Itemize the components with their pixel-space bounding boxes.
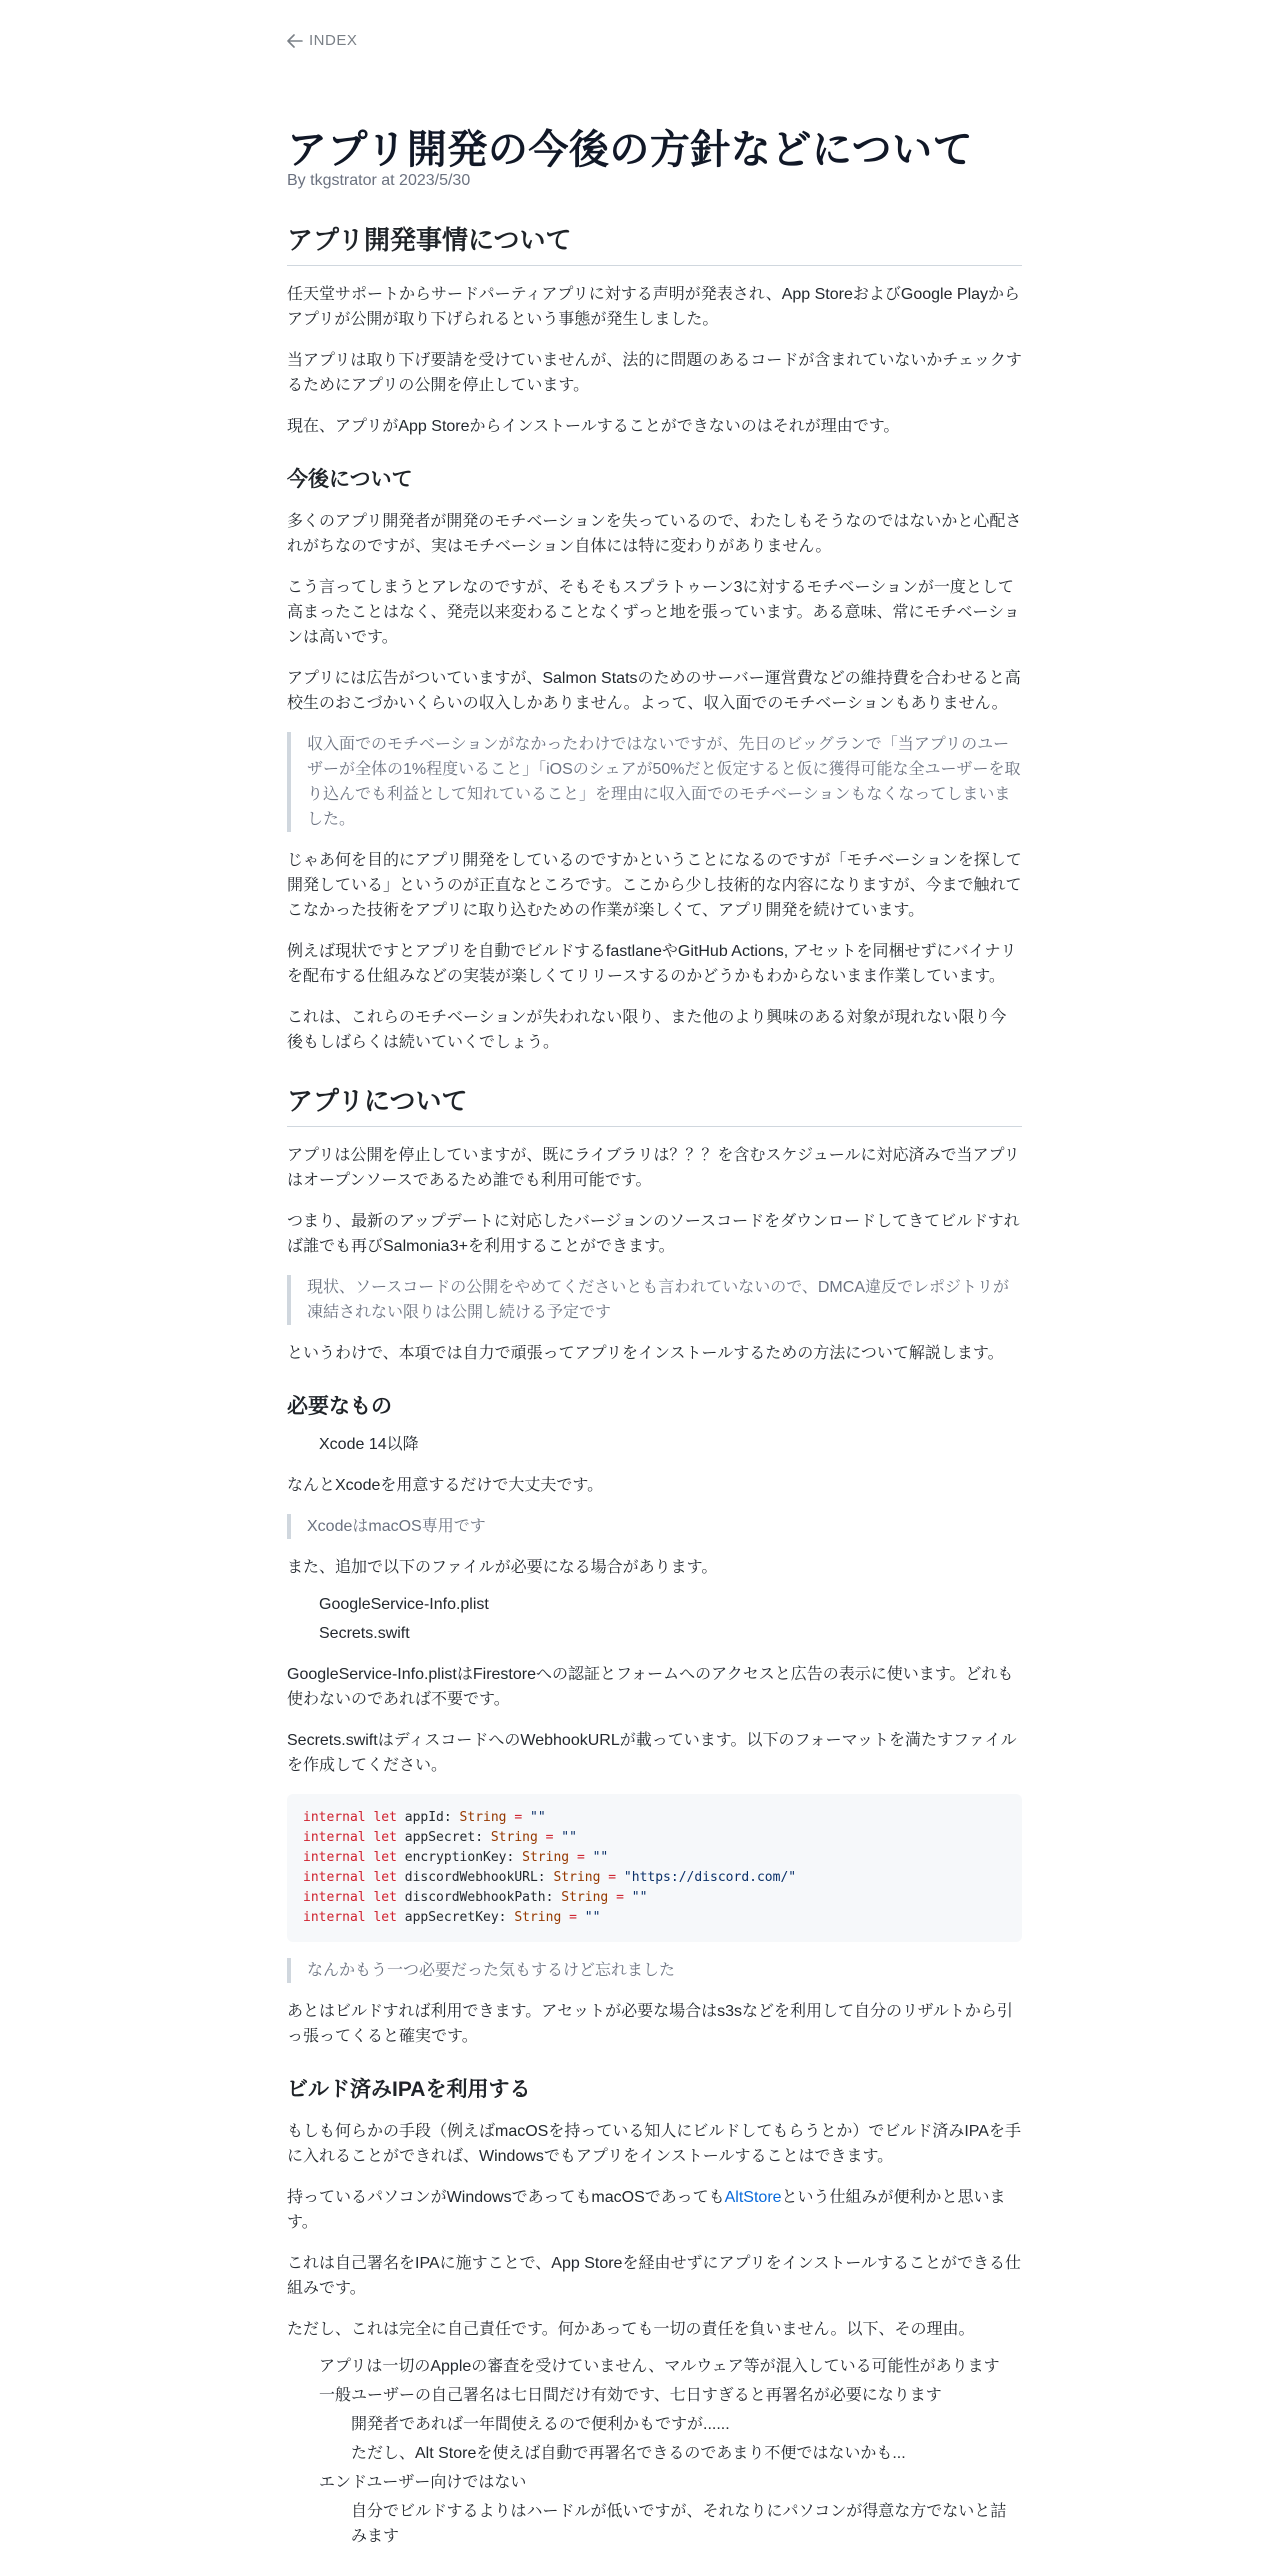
subsection-heading: 今後について	[287, 468, 413, 491]
paragraph: アプリには広告がついていますが、Salmon Statsのためのサーバー運営費などの維持費を合わせると高校生のおこづかいくらいの収入しかありません。よって、収入面でのモチベーションもありません。	[287, 670, 1021, 712]
list-item: Secrets.swift	[319, 1625, 410, 1642]
section-heading: アプリについて	[287, 1081, 1022, 1127]
paragraph: 例えば現状ですとアプリを自動でビルドするfastlaneやGitHub Actions, アセットを同梱せずにバイナリを配布する仕組みなどの実装が楽しくてリリースするのかどうかもわからないまま作業しています。	[287, 943, 1017, 985]
paragraph: アプリは公開を停止していますが、既にライブラリは？？？を含むスケジュールに対応済みで当アプリはオープンソースであるため誰でも利用可能です。	[287, 1147, 1020, 1189]
paragraph: これは、これらのモチベーションが失われない限り、また他のより興味のある対象が現れない限り今後もしばらくは続いていくでしょう。	[287, 1009, 1007, 1051]
paragraph: 現在、アプリがApp Storeからインストールすることができないのはそれが理由です。	[287, 418, 900, 435]
page-title: アプリ開発の今後の方針などについて	[287, 128, 974, 172]
article-body	[287, 220, 1022, 2549]
code-line: internal let appSecretKey: String = ""	[303, 1910, 601, 1925]
paragraph: 持っているパソコンがWindowsであってもmacOSであってもAltStoreという仕組みが便利かと思います。	[287, 2189, 1006, 2231]
paragraph: というわけで、本項では自力で頑張ってアプリをインストールするための方法について解説します。	[287, 1345, 1004, 1362]
paragraph: 任天堂サポートからサードパーティアプリに対する声明が発表され、App StoreおよびGoogle Playからアプリが公開が取り下げられるという事態が発生しました。	[287, 286, 1021, 328]
code-line: internal let appId: String = ""	[303, 1810, 546, 1825]
sub-list-item: ただし、Alt Storeを使えば自動で再署名できるのであまり不便ではないかも...	[351, 2445, 906, 2462]
blockquote: 収入面でのモチベーションがなかったわけではないですが、先日のビッグランで「当アプリのユーザーが全体の1%程度いること」「iOSのシェアが50%だと仮定すると仮に獲得可能な全ユーザーを取り込んでも利益として知れていること」を理由に収入面でのモチベーションもなくなってしまいました。	[287, 732, 1022, 832]
paragraph: ただし、これは完全に自己責任です。何かあっても一切の責任を負いません。以下、その理由。	[287, 2321, 975, 2338]
paragraph: こう言ってしまうとアレなのですが、そもそもスプラトゥーン3に対するモチベーションが一度として高まったことはなく、発売以来変わることなくずっと地を張っています。ある意味、常にモチベーションは高いです。	[287, 579, 1020, 646]
sub-list-item: 自分でビルドするよりはハードルが低いですが、それなりにパソコンが得意な方でないと詰みます	[351, 2503, 1007, 2545]
blockquote: XcodeはmacOS専用です	[287, 1514, 1022, 1539]
code-line: internal let discordWebhookPath: String = ""	[303, 1890, 648, 1905]
paragraph: 当アプリは取り下げ要請を受けていませんが、法的に問題のあるコードが含まれていないかチェックするためにアプリの公開を停止しています。	[287, 352, 1022, 394]
paragraph: つまり、最新のアップデートに対応したバージョンのソースコードをダウンロードしてきてビルドすれば誰でも再びSalmonia3+を利用することができます。	[287, 1213, 1020, 1255]
back-label: INDEX	[309, 32, 358, 49]
paragraph: 多くのアプリ開発者が開発のモチベーションを失っているので、わたしもそうなのではないかと心配されがちなのですが、実はモチベーション自体には特に変わりがありません。	[287, 513, 1022, 555]
subsection-heading: ビルド済みIPAを利用する	[287, 2078, 531, 2101]
list-item: GoogleService-Info.plist	[319, 1596, 489, 1613]
subsection-heading: 必要なもの	[287, 1395, 392, 1418]
code-line: internal let encryptionKey: String = ""	[303, 1850, 609, 1865]
code-block	[287, 1794, 1022, 1942]
section-heading: アプリ開発事情について	[287, 220, 1022, 266]
byline: By tkgstrator at 2023/5/30	[287, 172, 471, 189]
blockquote: 現状、ソースコードの公開をやめてくださいとも言われていないので、DMCA違反でレポジトリが凍結されない限りは公開し続ける予定です	[287, 1275, 1022, 1325]
altstore-link[interactable]: AltStore	[724, 2189, 782, 2206]
paragraph: なんとXcodeを用意するだけで大丈夫です。	[287, 1477, 604, 1494]
paragraph: あとはビルドすれば利用できます。アセットが必要な場合はs3sなどを利用して自分のリザルトから引っ張ってくると確実です。	[287, 2003, 1013, 2045]
paragraph: また、追加で以下のファイルが必要になる場合があります。	[287, 1559, 718, 1576]
paragraph: もしも何らかの手段（例えばmacOSを持っている知人にビルドしてもらうとか）でビルド済みIPAを手に入れることができれば、Windowsでもアプリをインストールすることはできます。	[287, 2123, 1021, 2165]
list-item: 一般ユーザーの自己署名は七日間だけ有効です、七日すぎると再署名が必要になります	[319, 2387, 942, 2404]
sub-list-item: 開発者であれば一年間使えるので便利かもですが......	[351, 2416, 730, 2433]
list-item: アプリは一切のAppleの審査を受けていません、マルウェア等が混入している可能性があります	[319, 2358, 1000, 2375]
code-line: internal let appSecret: String = ""	[303, 1830, 577, 1845]
list-item: Xcode 14以降	[319, 1436, 419, 1453]
paragraph: じゃあ何を目的にアプリ開発をしているのですかということになるのですが「モチベーションを探して開発している」というのが正直なところです。ここから少し技術的な内容になりますが、今まで触れてこなかった技術をアプリに取り込むための作業が楽しくて、アプリ開発を続けています。	[287, 852, 1022, 919]
paragraph: GoogleService-Info.plistはFirestoreへの認証とフォームへのアクセスと広告の表示に使います。どれも使わないのであれば不要です。	[287, 1666, 1014, 1708]
paragraph: Secrets.swiftはディスコードへのWebhookURLが載っています。以下のフォーマットを満たすファイルを作成してください。	[287, 1732, 1017, 1774]
blockquote: なんかもう一つ必要だった気もするけど忘れました	[287, 1958, 1022, 1983]
back-to-index-link[interactable]	[287, 32, 357, 49]
paragraph: これは自己署名をIPAに施すことで、App Storeを経由せずにアプリをインストールすることができる仕組みです。	[287, 2255, 1021, 2297]
code-line: internal let discordWebhookURL: String = "https://discord.com/"	[303, 1870, 797, 1885]
arrow-left-icon	[287, 34, 303, 48]
list-item: エンドユーザー向けではない	[319, 2474, 527, 2491]
